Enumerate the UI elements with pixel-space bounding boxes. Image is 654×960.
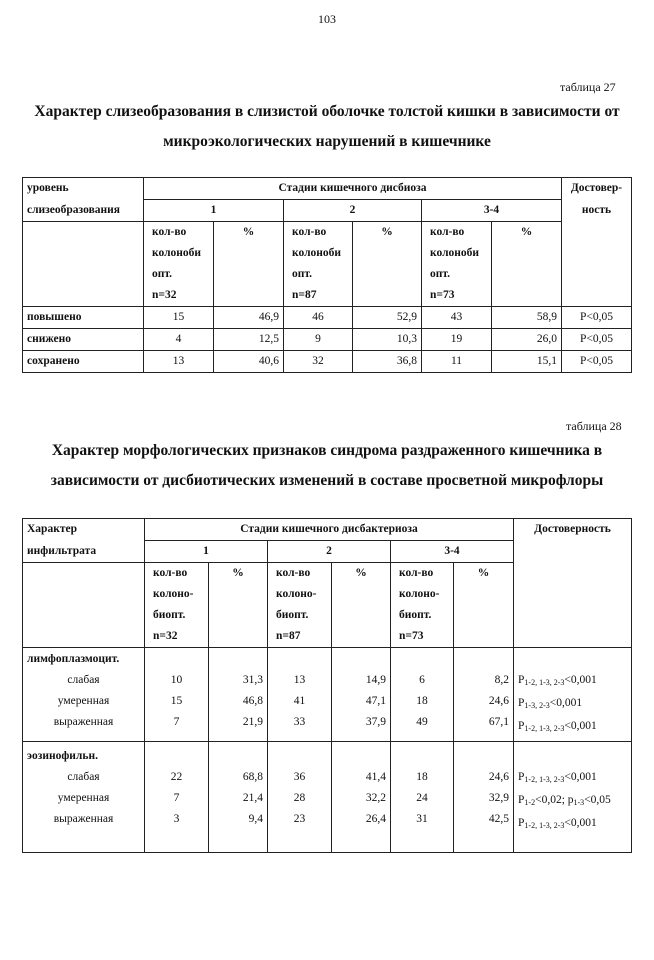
t28-sub-pct-2: % — [332, 563, 391, 648]
table-part — [23, 541, 632, 563]
t27-stage-1: 1 — [144, 200, 284, 222]
table-row — [23, 742, 632, 853]
table28-title-line2: зависимости от дисбиотических изменений в составе просветной микрофлоры — [50, 472, 604, 489]
table-cell: 15 — [144, 307, 214, 329]
t27-sub-count-2: кол-во колоноби опт. n=87 — [284, 222, 353, 307]
table-cell: 31,3 46,8 21,9 — [209, 648, 268, 742]
t28-hdr-empty — [23, 563, 145, 648]
table-cell: 22 7 3 — [145, 742, 209, 853]
table-cell: 26,0 — [492, 329, 562, 351]
t28-stage-1: 1 — [145, 541, 268, 563]
table-cell: 36 28 23 — [268, 742, 332, 853]
t27-stage-3: 3-4 — [422, 200, 562, 222]
page-number: 103 — [318, 12, 336, 26]
table-cell: 9 — [284, 329, 353, 351]
table-cell: 14,9 47,1 37,9 — [332, 648, 391, 742]
t28-hdr-reliab-empty — [514, 563, 632, 648]
t28-hdr-reliab-cont — [514, 541, 632, 563]
t27-hdr-reliab-empty — [562, 222, 632, 307]
table28-title-line1: Характер морфологических признаков синдрома раздраженного кишечника в — [51, 442, 603, 459]
t27-hdr-stages: Стадии кишечного дисбиоза — [144, 178, 562, 200]
t28-sub-pct-3: % — [454, 563, 514, 648]
t28-sub-count-1: кол-во колоно- биопт. n=32 — [145, 563, 209, 648]
table-cell: 13 41 33 — [268, 648, 332, 742]
table27-title-line1: Характер слизеобразования в слизистой оболочке толстой кишки в зависимости от — [34, 103, 620, 120]
t27-hdr-col1: уровень — [23, 178, 144, 200]
table-cell: 46,9 — [214, 307, 284, 329]
group-name: лимфоплазмоцит. — [27, 653, 120, 665]
table-part — [23, 178, 632, 200]
table-cell: сохранено — [23, 351, 144, 373]
table28-title — [20, 436, 634, 496]
table-cell: 40,6 — [214, 351, 284, 373]
table-cell: 41,4 32,2 26,4 — [332, 742, 391, 853]
table27-title — [20, 97, 634, 157]
t27-hdr-empty — [23, 222, 144, 307]
table-part — [23, 563, 632, 648]
table-cell: 10,3 — [353, 329, 422, 351]
t27-sub-pct-3: % — [492, 222, 562, 307]
table-cell: 36,8 — [353, 351, 422, 373]
t27-hdr-reliab-cont: ность — [562, 200, 632, 222]
t28-hdr-reliab: Достоверность — [514, 519, 632, 541]
table-part — [23, 222, 632, 307]
table-cell: P<0,05 — [562, 351, 632, 373]
table27-label: таблица 27 — [560, 80, 616, 94]
table-cell: эозинофильн. слабая умеренная выраженная — [23, 742, 145, 853]
t27-sub-pct-2: % — [353, 222, 422, 307]
t28-hdr-stages: Стадии кишечного дисбактериоза — [145, 519, 514, 541]
table28-label: таблица 28 — [566, 419, 622, 433]
table-cell: 13 — [144, 351, 214, 373]
table-part — [23, 519, 632, 541]
table-cell: 6 18 49 — [391, 648, 454, 742]
table-cell: повышено — [23, 307, 144, 329]
table-cell: $P_{1-2, 1-3, 2-3}<0,001$ $P_{1-3, 2-3}<0,001$ $P_{1-2, 1-3, 2-3}<0,001$ — [514, 648, 632, 742]
table28 — [22, 518, 632, 853]
table-cell: P<0,05 — [562, 329, 632, 351]
table-cell: 11 — [422, 351, 492, 373]
table-cell: лимфоплазмоцит. слабая умеренная выраженная — [23, 648, 145, 742]
t28-hdr-col1: Характер — [23, 519, 145, 541]
table-cell: 52,9 — [353, 307, 422, 329]
t28-hdr-col1-cont: инфильтрата — [23, 541, 145, 563]
t27-hdr-col1-cont: слизеобразования — [23, 200, 144, 222]
table-row — [23, 648, 632, 742]
t27-sub-count-3: кол-во колоноби опт. n=73 — [422, 222, 492, 307]
table-cell: P<0,05 — [562, 307, 632, 329]
table-cell: 10 15 7 — [145, 648, 209, 742]
table-cell: 46 — [284, 307, 353, 329]
table-cell: 15,1 — [492, 351, 562, 373]
table-cell: 18 24 31 — [391, 742, 454, 853]
t27-sub-count-1: кол-во колоноби опт. n=32 — [144, 222, 214, 307]
group-name: эозинофильн. — [27, 750, 98, 762]
table-cell: снижено — [23, 329, 144, 351]
table-cell: 8,2 24,6 67,1 — [454, 648, 514, 742]
table-cell: 12,5 — [214, 329, 284, 351]
table-cell: 4 — [144, 329, 214, 351]
table-cell: 32 — [284, 351, 353, 373]
table-row — [23, 307, 632, 329]
table27 — [22, 177, 632, 373]
table-cell: 24,6 32,9 42,5 — [454, 742, 514, 853]
t27-stage-2: 2 — [284, 200, 422, 222]
table27-title-line2: микроэкологических нарушений в кишечнике — [163, 133, 491, 150]
table-row — [23, 329, 632, 351]
t28-sub-count-2: кол-во колоно- биопт. n=87 — [268, 563, 332, 648]
t27-sub-pct-1: % — [214, 222, 284, 307]
t28-sub-count-3: кол-во колоно- биопт. n=73 — [391, 563, 454, 648]
table-cell: $P_{1-2, 1-3, 2-3}<0,001$ $P_{1-2}<0,02$; $p_{1-3}<0,05$ $P_{1-2, 1-3, 2-3}<0,001$ — [514, 742, 632, 853]
table-cell: 58,9 — [492, 307, 562, 329]
table-cell: 19 — [422, 329, 492, 351]
table-part — [23, 200, 632, 222]
t28-sub-pct-1: % — [209, 563, 268, 648]
t27-hdr-reliab: Достовер- — [562, 178, 632, 200]
t28-stage-3: 3-4 — [391, 541, 514, 563]
table-row — [23, 351, 632, 373]
table-cell: 68,8 21,4 9,4 — [209, 742, 268, 853]
table-cell: 43 — [422, 307, 492, 329]
t28-stage-2: 2 — [268, 541, 391, 563]
